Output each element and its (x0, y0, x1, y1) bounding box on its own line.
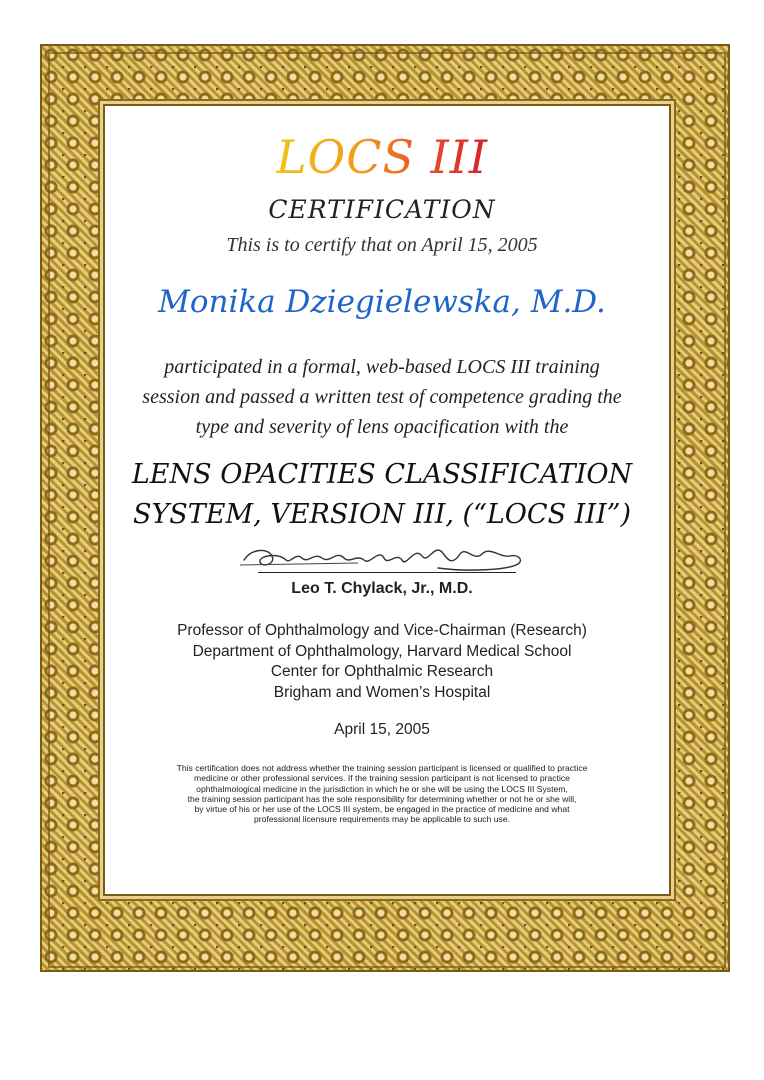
description-line: type and severity of lens opacification with the (195, 416, 569, 438)
affiliation-line: Brigham and Women’s Hospital (273, 683, 491, 701)
disclaimer-line: professional licensure requirements may be applicable to such use. (253, 814, 511, 825)
system-name-line: LENS OPACITIES CLASSIFICATION (131, 459, 633, 490)
affiliation-line: Department of Ophthalmology, Harvard Medical School (192, 642, 572, 660)
signer-affiliation (0, 621, 764, 703)
description-line: participated in a formal, web-based LOCS III training (164, 356, 600, 378)
disclaimer-line: This certification does not address whether the training session participant is licensed or qualified to practice (176, 763, 588, 773)
disclaimer (0, 763, 764, 825)
training-description (0, 352, 764, 442)
signature-line (258, 572, 516, 573)
title-text: LOCS III (275, 130, 489, 184)
certificate-date: April 15, 2005 (334, 721, 430, 738)
description-line: session and passed a written test of competence grading the (142, 386, 622, 408)
disclaimer-line: medicine or other professional services. If the training session participant is not licensed to practice (194, 773, 570, 784)
handwritten-signature (238, 538, 528, 576)
affiliation-line: Center for Ophthalmic Research (270, 663, 494, 680)
disclaimer-line: by virtue of his or her use of the LOCS III system, be engaged in the practice of medicine and what (194, 804, 570, 815)
disclaimer-line: ophthalmological medicine in the jurisdiction in which he or she will be using the LOCS III System, (196, 783, 568, 794)
affiliation-line: Professor of Ophthalmology and Vice-Chairman (Research) (177, 622, 587, 639)
recipient-name: Monika Dziegielewska, M.D. (158, 284, 606, 320)
signer-name: Leo T. Chylack, Jr., M.D. (291, 580, 473, 597)
disclaimer-line: the training session participant has the sole responsibility for determining whether or not he or she will, (187, 793, 577, 804)
certification-heading: CERTIFICATION (268, 195, 496, 224)
certificate-title (0, 130, 764, 184)
system-name-line: SYSTEM, VERSION III, (“LOCS III”) (132, 499, 632, 530)
certify-statement: This is to certify that on April 15, 2005 (226, 234, 538, 256)
system-name (0, 455, 764, 535)
